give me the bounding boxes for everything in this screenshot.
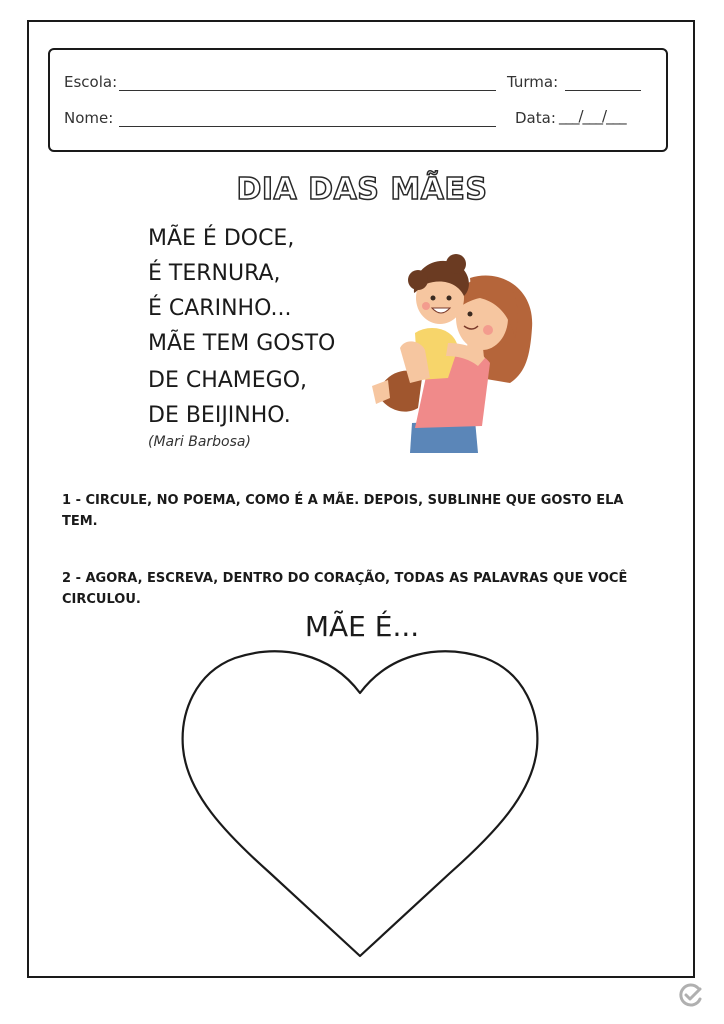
header-box [48,48,668,152]
question-2: 2 - AGORA, ESCREVA, DENTRO DO CORAÇÃO, TODAS AS PALAVRAS QUE VOCÊ CIRCULOU. [62,571,628,607]
poem-line-5: DE CHAMEGO, [148,368,308,393]
date-field[interactable]: ___/___/___ [559,107,626,125]
heart-icon[interactable] [175,648,545,964]
poem-author: (Mari Barbosa) [148,434,251,450]
poem-line-1: MÃE É DOCE, [148,226,295,251]
check-mark-logo-icon [678,982,704,1008]
school-label: Escola: [64,73,118,91]
poem-line-2: É TERNURA, [148,261,281,286]
heart-prompt: MÃE É... [304,610,420,643]
class-field[interactable] [565,90,641,91]
question-1: 1 - CIRCULE, NO POEMA, COMO É A MÃE. DEPOIS, SUBLINHE QUE GOSTO ELA TEM. [62,493,624,529]
poem-line-6: DE BEIJINHO. [148,403,291,428]
name-label: Nome: [64,109,114,127]
school-field[interactable] [119,90,496,91]
page-title: DIA DAS MÃES [236,172,488,207]
date-label: Data: [515,109,556,127]
class-label: Turma: [507,73,559,91]
name-field[interactable] [119,126,496,127]
poem-line-4: MÃE TEM GOSTO [148,331,336,356]
poem-line-3: É CARINHO... [148,296,292,321]
mother-child-illustration [360,248,540,458]
